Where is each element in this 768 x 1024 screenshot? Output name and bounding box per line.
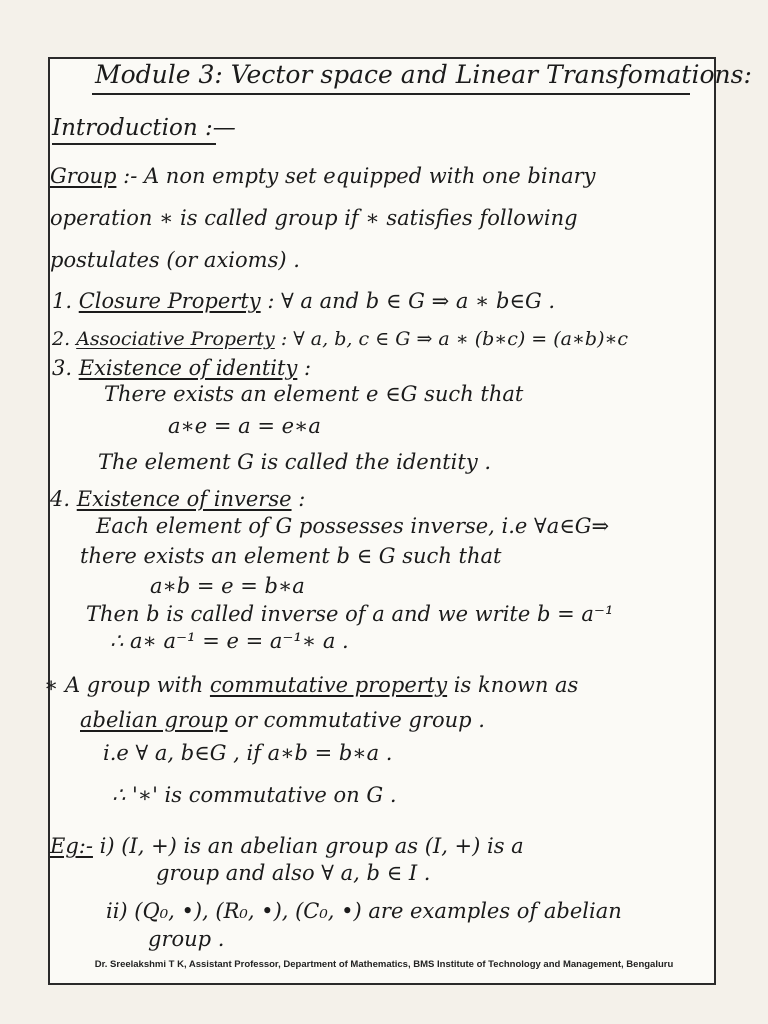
inverse-line-3: a∗b = e = b∗a <box>150 574 305 598</box>
group-term: Group <box>50 164 117 188</box>
intro-underline <box>52 143 216 145</box>
identity-line-1: There exists an element e ∈G such that <box>104 382 524 406</box>
axiom-3 <box>52 355 311 381</box>
abelian-pre: A group with <box>64 673 204 697</box>
abelian-line-2 <box>80 707 485 733</box>
abelian-group-term: abelian group <box>80 708 228 732</box>
abelian-post-2: or commutative group . <box>234 708 485 732</box>
group-def-line-1 <box>50 163 596 189</box>
abelian-line-1 <box>44 672 578 698</box>
example-i-line-1 <box>50 833 524 859</box>
footer-credit: Dr. Sreelakshmi T K, Assistant Professor, Department of Mathematics, BMS Institute of Technology and Management, Bengaluru <box>94 959 674 970</box>
example-label: Eg:- <box>50 834 93 858</box>
identity-line-2: a∗e = a = e∗a <box>168 414 321 438</box>
axiom-4-rest: : <box>298 487 306 511</box>
axiom-3-name: Existence of identity <box>78 356 298 380</box>
inverse-line-4: Then b is called inverse of a and we write b = a⁻¹ <box>86 602 614 626</box>
example-i-text: i) (I, +) is an abelian group as (I, +) is a <box>99 834 524 858</box>
example-i-line-2: group and also ∀ a, b ∈ I . <box>156 861 431 885</box>
group-def-line-2: operation ∗ is called group if ∗ satisfies following <box>50 206 578 230</box>
axiom-4-name: Existence of inverse <box>76 487 292 511</box>
inverse-line-1: Each element of G possesses inverse, i.e ∀a∈G⇒ <box>96 514 610 538</box>
abelian-ie-line: i.e ∀ a, b∈G , if a∗b = b∗a . <box>103 741 393 765</box>
axiom-1-name: Closure Property <box>78 289 261 313</box>
abelian-therefore-line: ∴ '∗' is commutative on G . <box>112 783 397 807</box>
axiom-2-rest: : ∀ a, b, c ∈ G ⇒ a ∗ (b∗c) = (a∗b)∗c <box>280 328 629 350</box>
group-def-line-1-rest: :- A non empty set equipped with one binary <box>123 164 596 188</box>
axiom-1-rest: : ∀ a and b ∈ G ⇒ a ∗ b∈G . <box>267 289 556 313</box>
axiom-2-name: Associative Property <box>76 328 275 350</box>
title-underline <box>92 93 690 95</box>
page-title: Module 3: Vector space and Linear Transfomations: <box>95 60 752 89</box>
commutative-property-term: commutative property <box>209 673 448 697</box>
inverse-line-2: there exists an element b ∈ G such that <box>80 544 502 568</box>
abelian-star-icon: ∗ <box>44 673 59 697</box>
group-def-line-3: postulates (or axioms) . <box>50 248 300 272</box>
abelian-post-1: is known as <box>453 673 579 697</box>
example-ii-line-2: group . <box>148 927 225 951</box>
intro-heading: Introduction :— <box>52 115 236 141</box>
axiom-4 <box>50 486 305 512</box>
example-ii-line-1: ii) (Q₀, •), (R₀, •), (C₀, •) are examples of abelian <box>106 899 622 923</box>
inverse-line-5: ∴ a∗ a⁻¹ = e = a⁻¹∗ a . <box>110 629 349 653</box>
axiom-4-number: 4. <box>50 487 71 511</box>
axiom-2-number: 2. <box>52 328 71 350</box>
axiom-1 <box>52 288 555 314</box>
axiom-2 <box>52 326 628 352</box>
axiom-1-number: 1. <box>52 289 73 313</box>
identity-line-3: The element G is called the identity . <box>98 450 492 474</box>
axiom-3-number: 3. <box>52 356 73 380</box>
axiom-3-rest: : <box>304 356 312 380</box>
